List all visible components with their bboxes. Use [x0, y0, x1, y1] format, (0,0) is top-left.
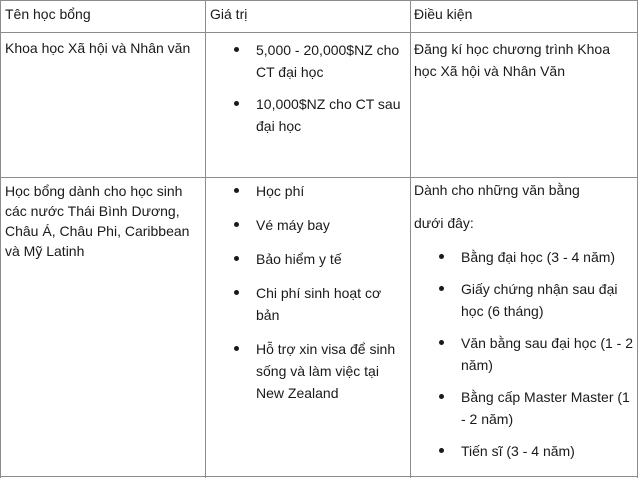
list-item: Bằng đại học (3 - 4 năm)	[461, 246, 633, 268]
row1-value-list	[256, 39, 408, 137]
list-item: 5,000 - 20,000$NZ cho CT đại học	[256, 39, 408, 83]
list-item: Văn bằng sau đại học (1 - 2 năm)	[461, 332, 633, 376]
header-condition: Điều kiện	[414, 6, 473, 22]
list-item: 10,000$NZ cho CT sau đại học	[256, 93, 408, 137]
row2-condition-intro-line1: Dành cho những văn bằng	[414, 182, 580, 198]
row2-condition-intro-line2: dưới đây:	[414, 215, 474, 231]
list-item: Giấy chứng nhận sau đại học (6 tháng)	[461, 278, 633, 322]
column-divider-1	[205, 0, 206, 478]
list-item: Học phí	[256, 180, 406, 202]
row-divider	[0, 177, 638, 178]
column-divider-2	[410, 0, 411, 478]
table-border-top	[0, 0, 638, 1]
bullet-icon	[234, 346, 239, 351]
header-value: Giá trị	[210, 6, 248, 22]
row2-condition-list	[461, 246, 633, 462]
bullet-icon	[439, 340, 444, 345]
bullet-icon	[439, 394, 444, 399]
bullet-icon	[234, 47, 239, 52]
list-item: Bảo hiểm y tế	[256, 248, 406, 270]
header-divider	[0, 32, 638, 33]
bullet-icon	[234, 222, 239, 227]
bullet-icon	[234, 101, 239, 106]
row2-scholarship-name: Học bổng dành cho học sinh các nước Thái Bình Dương, Châu Á, Châu Phi, Caribbean và Mỹ Latinh	[5, 183, 190, 259]
bullet-icon	[439, 448, 444, 453]
table-border-left	[0, 0, 1, 478]
list-item: Hỗ trợ xin visa để sinh sống và làm việc tại New Zealand	[256, 338, 406, 404]
list-item: Vé máy bay	[256, 214, 406, 236]
list-item: Bằng cấp Master Master (1 - 2 năm)	[461, 386, 633, 430]
row1-condition: Đăng kí học chương trình Khoa học Xã hội và Nhân Văn	[414, 41, 610, 79]
header-scholarship-name: Tên học bổng	[5, 6, 91, 22]
list-item: Chi phí sinh hoạt cơ bản	[256, 282, 406, 326]
bullet-icon	[234, 290, 239, 295]
row2-value-list	[256, 180, 406, 404]
table-border-bottom	[0, 476, 638, 477]
bullet-icon	[234, 256, 239, 261]
row1-scholarship-name: Khoa học Xã hội và Nhân văn	[5, 40, 191, 56]
list-item: Tiến sĩ (3 - 4 năm)	[461, 440, 633, 462]
bullet-icon	[439, 254, 444, 259]
bullet-icon	[439, 286, 444, 291]
table-border-right	[637, 0, 638, 478]
bullet-icon	[234, 188, 239, 193]
